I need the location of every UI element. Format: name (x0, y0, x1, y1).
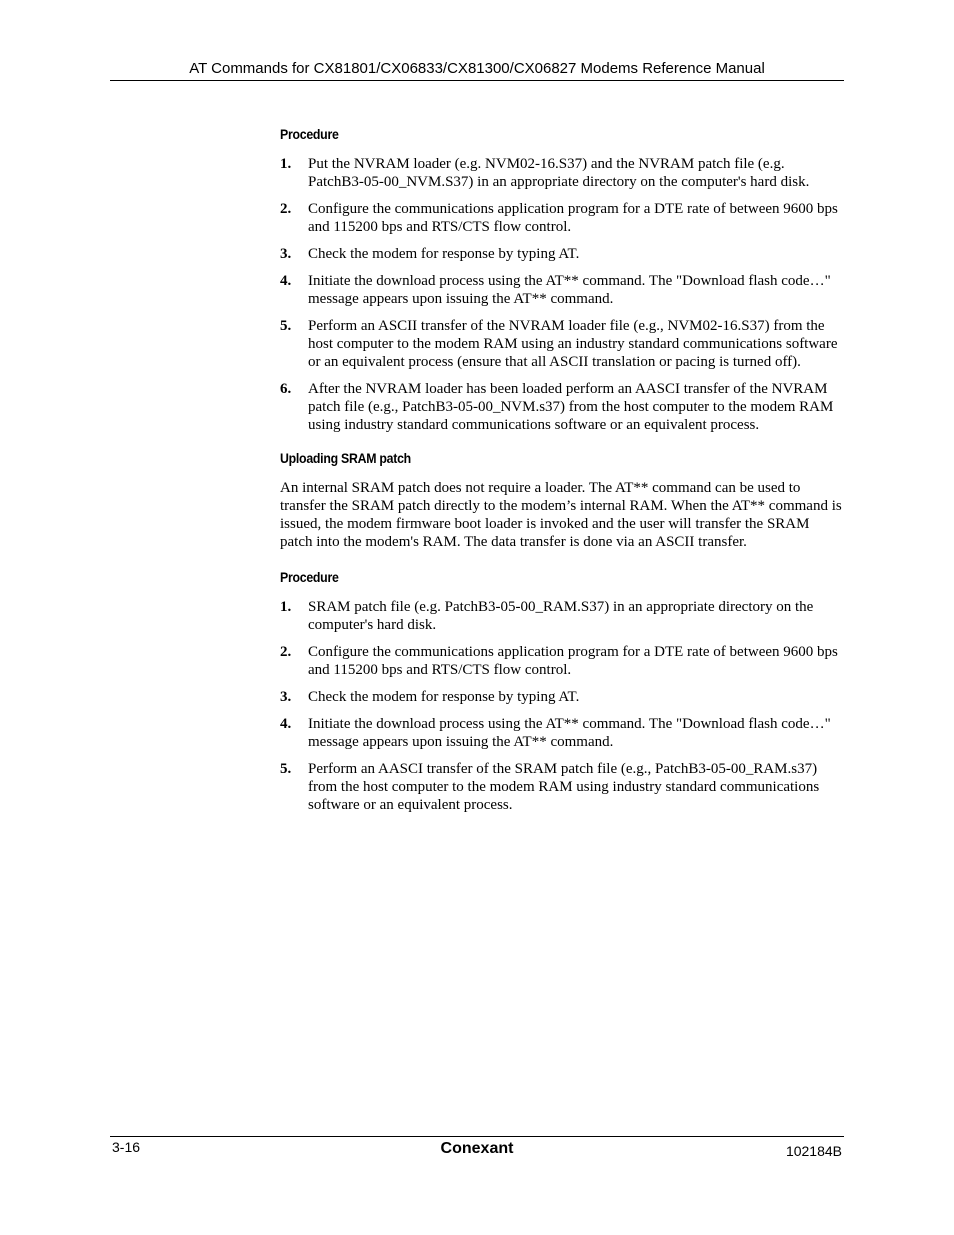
step-number: 1. (280, 599, 292, 615)
step-text: Configure the communications application program for a DTE rate of between 9600 bps and 115200 bps and RTS/CTS flow control. (308, 201, 838, 235)
list-item (280, 272, 842, 308)
step-text: Put the NVRAM loader (e.g. NVM02-16.S37) and the NVRAM patch file (e.g. PatchB3-05-00_NVM.S37) in an appropriate directory on the computer's hard disk. (308, 156, 810, 190)
footer-rule (110, 1136, 844, 1137)
step-number: 4. (280, 716, 292, 732)
sram-patch-paragraph: An internal SRAM patch does not require a loader. The AT** command can be used to transfer the SRAM patch directly to the modem’s internal RAM. When the AT** command is issued, the modem firmware boot loader is invoked and the user will transfer the SRAM patch into the modem's RAM. The data transfer is done via an ASCII transfer. (280, 480, 842, 550)
step-text: Perform an AASCI transfer of the SRAM patch file (e.g., PatchB3-05-00_RAM.s37) from the host computer to the modem RAM using industry standard communications software or an equivalent process. (308, 761, 820, 813)
step-text: SRAM patch file (e.g. PatchB3-05-00_RAM.S37) in an appropriate directory on the computer's hard disk. (308, 599, 814, 633)
step-text: Initiate the download process using the AT** command. The "Download flash code…" message appears upon issuing the AT** command. (308, 273, 831, 307)
company-name: Conexant (440, 1140, 514, 1157)
step-number: 5. (280, 318, 292, 334)
procedure-2-steps (280, 598, 842, 814)
step-text: Perform an ASCII transfer of the NVRAM loader file (e.g., NVM02-16.S37) from the host computer to the modem RAM using an industry standard communications software or an equivalent process (ensure that all ASCII translation or pacing is turned off). (308, 318, 838, 370)
step-text: Initiate the download process using the AT** command. The "Download flash code…" message appears upon issuing the AT** command. (308, 716, 831, 750)
step-text: Check the modem for response by typing AT. (308, 689, 580, 705)
step-number: 6. (280, 381, 292, 397)
list-item (280, 598, 842, 634)
list-item (280, 760, 842, 814)
step-number: 3. (280, 689, 292, 705)
header-title: AT Commands for CX81801/CX06833/CX81300/CX06827 Modems Reference Manual (189, 60, 765, 77)
page-content (280, 125, 842, 823)
header-rule (110, 80, 844, 81)
section-heading-uploading-sram-patch: Uploading SRAM patch (280, 450, 411, 466)
step-number: 4. (280, 273, 292, 289)
step-text: After the NVRAM loader has been loaded perform an AASCI transfer of the NVRAM patch file (e.g., PatchB3-05-00_NVM.s37) from the host computer to the modem RAM using industry standard communications software or an equivalent process. (308, 381, 834, 433)
page-number: 3-16 (112, 1139, 141, 1155)
document-number: 102184B (785, 1143, 842, 1159)
list-item (280, 245, 842, 263)
list-item (280, 715, 842, 751)
step-number: 2. (280, 644, 292, 660)
list-item (280, 688, 842, 706)
step-text: Check the modem for response by typing AT. (308, 246, 580, 262)
list-item (280, 317, 842, 371)
step-number: 2. (280, 201, 292, 217)
section-heading-procedure-1: Procedure (280, 126, 339, 142)
list-item (280, 200, 842, 236)
section-heading-procedure-2: Procedure (280, 569, 339, 585)
procedure-1-steps (280, 155, 842, 434)
list-item (280, 643, 842, 679)
step-number: 3. (280, 246, 292, 262)
step-number: 5. (280, 761, 292, 777)
step-text: Configure the communications application program for a DTE rate of between 9600 bps and 115200 bps and RTS/CTS flow control. (308, 644, 838, 678)
list-item (280, 380, 842, 434)
step-number: 1. (280, 156, 292, 172)
list-item (280, 155, 842, 191)
